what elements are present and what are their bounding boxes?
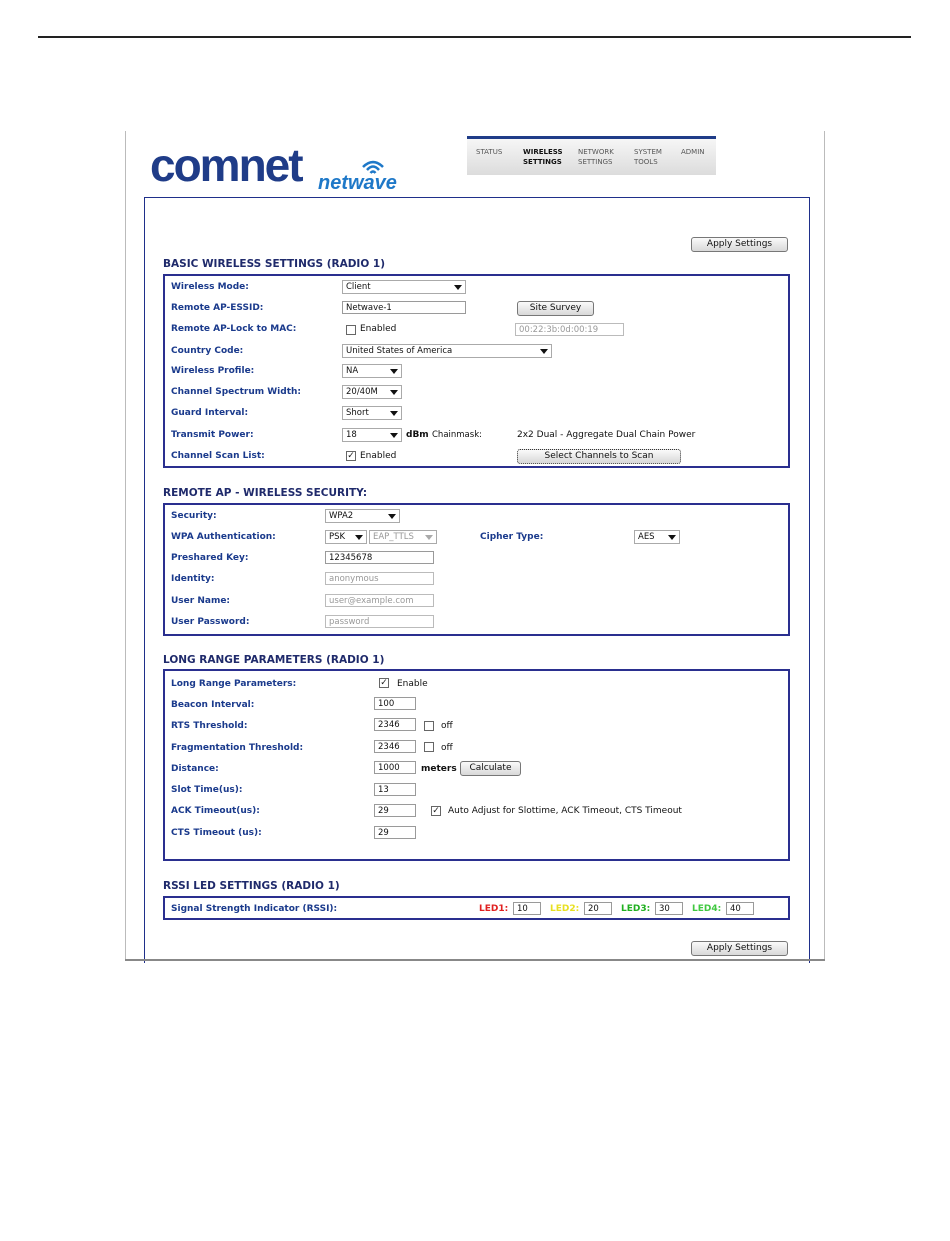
rts-threshold-label: RTS Threshold: <box>171 721 248 731</box>
identity-label: Identity: <box>171 574 215 584</box>
chainmask-value: 2x2 Dual - Aggregate Dual Chain Power <box>517 430 696 440</box>
essid-input[interactable]: Netwave-1 <box>342 301 466 314</box>
frag-off-checkbox[interactable] <box>424 742 434 752</box>
rts-off-label: off <box>441 721 453 731</box>
auto-adjust-checkbox[interactable]: ✓ <box>432 806 440 816</box>
spectrum-width-select[interactable]: 20/40M <box>342 385 402 399</box>
lock-mac-enabled-label: Enabled <box>360 324 397 334</box>
distance-label: Distance: <box>171 764 219 774</box>
cipher-type-select[interactable]: AES <box>634 530 680 544</box>
led1-input[interactable]: 10 <box>513 902 541 915</box>
country-code-label: Country Code: <box>171 346 244 356</box>
led3-label: LED3: <box>621 904 651 914</box>
chevron-down-icon <box>390 411 398 416</box>
frag-threshold-input[interactable]: 2346 <box>374 740 416 753</box>
power-unit: dBm <box>406 430 429 440</box>
chevron-down-icon <box>390 433 398 438</box>
rssi-title: RSSI LED SETTINGS (RADIO 1) <box>163 880 340 892</box>
nav-network-settings[interactable]: NETWORK SETTINGS <box>578 148 614 166</box>
wireless-mode-label: Wireless Mode: <box>171 282 249 292</box>
wpa-auth-label: WPA Authentication: <box>171 532 276 542</box>
frag-off-label: off <box>441 743 453 753</box>
wpa-auth-select[interactable]: PSK <box>325 530 367 544</box>
rts-threshold-input[interactable]: 2346 <box>374 718 416 731</box>
security-label: Security: <box>171 511 217 521</box>
channel-scan-enabled-label: Enabled <box>360 451 397 461</box>
chevron-down-icon <box>454 285 462 290</box>
led2-input[interactable]: 20 <box>584 902 612 915</box>
lock-mac-label: Remote AP-Lock to MAC: <box>171 324 297 334</box>
user-password-input[interactable]: password <box>325 615 434 628</box>
long-range-enable-label: Enable <box>397 679 428 689</box>
nav-wireless-settings[interactable]: WIRELESS SETTINGS <box>523 148 563 166</box>
guard-interval-label: Guard Interval: <box>171 408 249 418</box>
security-box <box>163 503 790 636</box>
basic-settings-title: BASIC WIRELESS SETTINGS (RADIO 1) <box>163 258 386 270</box>
lock-mac-checkbox[interactable] <box>346 325 356 335</box>
long-range-params-label: Long Range Parameters: <box>171 679 297 689</box>
site-survey-button[interactable]: Site Survey <box>517 301 594 316</box>
slot-time-input[interactable]: 13 <box>374 783 416 796</box>
long-range-enable-checkbox[interactable]: ✓ <box>380 678 388 688</box>
wireless-mode-select[interactable]: Client <box>342 280 466 294</box>
ack-timeout-label: ACK Timeout(us): <box>171 806 260 816</box>
chevron-down-icon <box>668 535 676 540</box>
long-range-title: LONG RANGE PARAMETERS (RADIO 1) <box>163 654 385 666</box>
top-nav <box>467 136 716 175</box>
frag-threshold-label: Fragmentation Threshold: <box>171 743 304 753</box>
wireless-profile-select[interactable]: NA <box>342 364 402 378</box>
mac-address-input[interactable]: 00:22:3b:0d:00:19 <box>515 323 624 336</box>
led4-label: LED4: <box>692 904 722 914</box>
distance-input[interactable]: 1000 <box>374 761 416 774</box>
chevron-down-icon <box>425 535 433 540</box>
guard-interval-select[interactable]: Short <box>342 406 402 420</box>
netwave-logo: netwave <box>318 172 397 194</box>
cipher-type-label: Cipher Type: <box>480 532 544 542</box>
eap-method-select[interactable]: EAP_TTLS <box>369 530 437 544</box>
preshared-key-label: Preshared Key: <box>171 553 249 563</box>
spectrum-width-label: Channel Spectrum Width: <box>171 387 302 397</box>
led1-label: LED1: <box>479 904 509 914</box>
page-top-rule <box>38 36 911 38</box>
transmit-power-label: Transmit Power: <box>171 430 254 440</box>
comnet-logo: comnet <box>150 139 302 191</box>
led4-input[interactable]: 40 <box>726 902 754 915</box>
apply-settings-button-bottom[interactable]: Apply Settings <box>691 941 788 956</box>
essid-label: Remote AP-ESSID: <box>171 303 264 313</box>
ack-timeout-input[interactable]: 29 <box>374 804 416 817</box>
security-select[interactable]: WPA2 <box>325 509 400 523</box>
auto-adjust-label: Auto Adjust for Slottime, ACK Timeout, CTS Timeout <box>448 806 682 816</box>
beacon-interval-input[interactable]: 100 <box>374 697 416 710</box>
chevron-down-icon <box>355 535 363 540</box>
nav-status[interactable]: STATUS <box>476 148 503 156</box>
preshared-key-input[interactable]: 12345678 <box>325 551 434 564</box>
chevron-down-icon <box>540 349 548 354</box>
calculate-button[interactable]: Calculate <box>460 761 521 776</box>
channel-scan-label: Channel Scan List: <box>171 451 265 461</box>
rts-off-checkbox[interactable] <box>424 721 434 731</box>
channel-scan-checkbox[interactable]: ✓ <box>347 451 355 461</box>
rssi-label: Signal Strength Indicator (RSSI): <box>171 904 338 914</box>
wireless-profile-label: Wireless Profile: <box>171 366 255 376</box>
chainmask-label: Chainmask: <box>432 430 482 440</box>
distance-unit: meters <box>421 764 457 774</box>
identity-input[interactable]: anonymous <box>325 572 434 585</box>
nav-system-tools[interactable]: SYSTEM TOOLS <box>634 148 662 166</box>
select-channels-button[interactable]: Select Channels to Scan <box>517 449 681 464</box>
security-title: REMOTE AP - WIRELESS SECURITY: <box>163 487 368 499</box>
screenshot-bottom-rule <box>125 959 825 961</box>
cts-timeout-input[interactable]: 29 <box>374 826 416 839</box>
transmit-power-select[interactable]: 18 <box>342 428 402 442</box>
led2-label: LED2: <box>550 904 580 914</box>
slot-time-label: Slot Time(us): <box>171 785 243 795</box>
chevron-down-icon <box>390 369 398 374</box>
country-code-select[interactable]: United States of America <box>342 344 552 358</box>
nav-admin[interactable]: ADMIN <box>681 148 705 156</box>
apply-settings-button-top[interactable]: Apply Settings <box>691 237 788 252</box>
chevron-down-icon <box>388 514 396 519</box>
user-name-input[interactable]: user@example.com <box>325 594 434 607</box>
led3-input[interactable]: 30 <box>655 902 683 915</box>
user-password-label: User Password: <box>171 617 250 627</box>
chevron-down-icon <box>390 390 398 395</box>
beacon-interval-label: Beacon Interval: <box>171 700 255 710</box>
cts-timeout-label: CTS Timeout (us): <box>171 828 262 838</box>
user-name-label: User Name: <box>171 596 231 606</box>
